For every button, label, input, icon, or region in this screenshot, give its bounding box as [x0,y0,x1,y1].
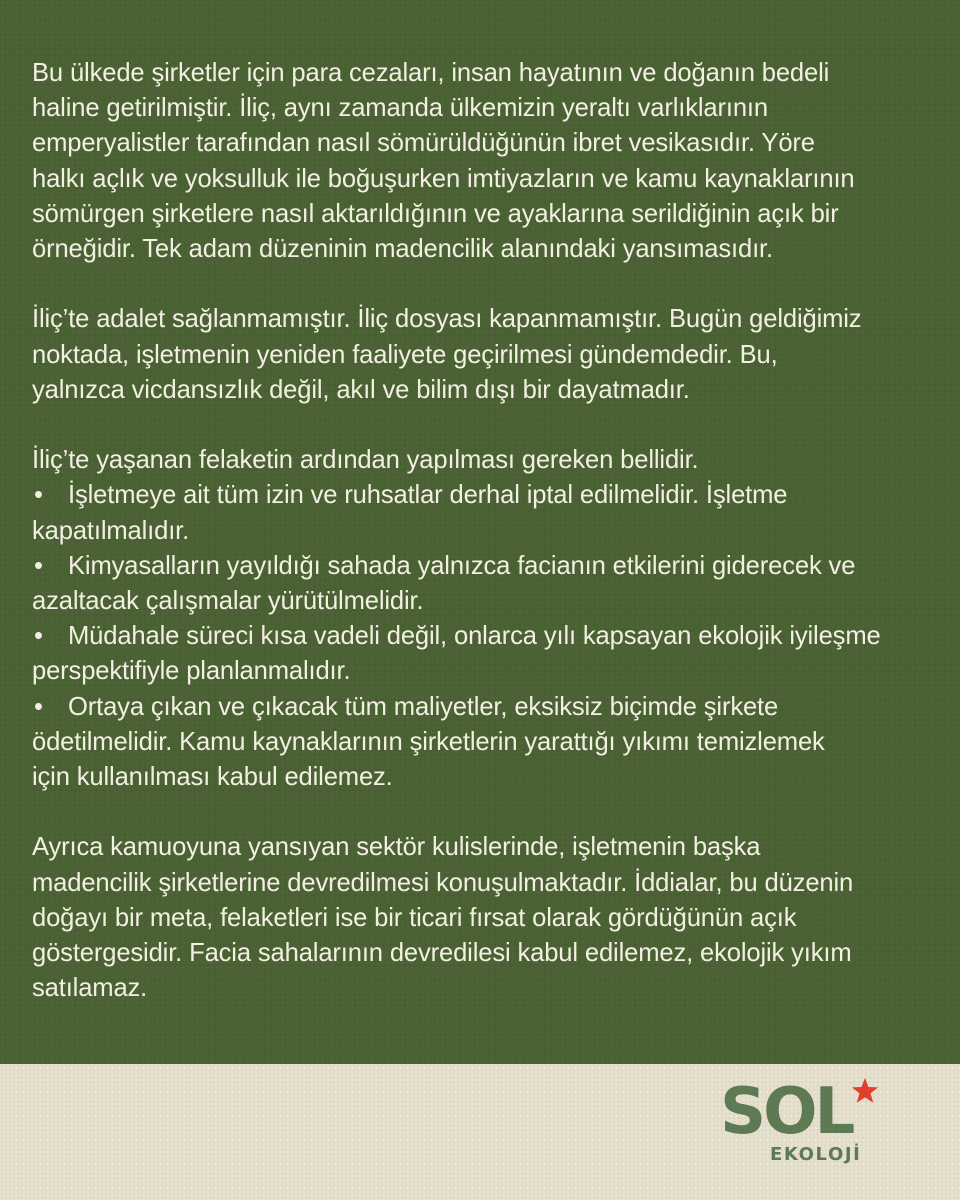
paragraph-1 [32,56,938,267]
text-line: doğayı bir meta, felaketleri ise bir ticari fırsat olarak gördüğünün açık [32,903,797,932]
bullet-text: perspektifiyle planlanmalıdır. [32,657,351,686]
star-icon [850,1076,880,1106]
bullet-item-2 [32,549,938,619]
text-line: emperyalistler tarafından nasıl sömürüldüğünün ibret vesikasıdır. Yöre [32,129,815,158]
text-line: göstergesidir. Facia sahalarının devredilesi kabul edilemez, ekolojik yıkım [32,939,852,968]
text-line: halkı açlık ve yoksulluk ile boğuşurken imtiyazların ve kamu kaynaklarının [32,164,855,193]
bullet-text: Ortaya çıkan ve çıkacak tüm maliyetler, eksiksiz biçimde şirkete [68,692,779,721]
paragraph-4 [32,830,938,1006]
text-line: haline getirilmiştir. İliç, aynı zamanda ülkemizin yeraltı varlıklarının [32,94,768,123]
text-line: noktada, işletmenin yeniden faaliyete geçirilmesi gündemdedir. Bu, [32,340,778,369]
bullet-text: azaltacak çalışmalar yürütülmelidir. [32,587,424,616]
text-line: örneğidir. Tek adam düzeninin madencilik alanındaki yansımasıdır. [32,235,773,264]
bullet-text: ödetilmelidir. Kamu kaynaklarının şirketlerin yarattığı yıkımı temizlemek [32,727,825,756]
text-line: Bu ülkede şirketler için para cezaları, insan hayatının ve doğanın bedeli [32,59,830,87]
bullet-item-1 [32,478,938,548]
sol-ekoloji-logo [718,1076,888,1180]
bullet-text: Müdahale süreci kısa vadeli değil, onlarca yılı kapsayan ekolojik iyileşme [68,622,881,651]
bullet-text: için kullanılması kabul edilemez. [32,763,393,792]
logo-subtitle: EKOLOJİ [770,1144,862,1165]
bullet-item-3 [32,619,938,689]
text-line: Ayrıca kamuoyuna yansıyan sektör kulislerinde, işletmenin başka [32,833,761,862]
bullet-icon: • [34,692,43,721]
bullet-text: kapatılmalıdır. [32,516,190,545]
text-line: İliç’te adalet sağlanmamıştır. İliç dosyası kapanmamıştır. Bugün geldiğimiz [32,305,862,334]
bullet-icon: • [34,551,43,580]
article-body [32,56,938,1042]
paragraph-3 [32,443,938,795]
text-line: sömürgen şirketlere nasıl aktarıldığının ve ayaklarına serildiğinin açık bir [32,199,839,228]
bullet-text: Kimyasalların yayıldığı sahada yalnızca facianın etkilerini giderecek ve [68,551,856,580]
bullet-item-4 [32,690,938,796]
bullet-icon: • [34,622,43,651]
paragraph-2 [32,302,938,408]
bullet-text: İşletmeye ait tüm izin ve ruhsatlar derhal iptal edilmelidir. İşletme [68,481,788,510]
text-line: yalnızca vicdansızlık değil, akıl ve bilim dışı bir dayatmadır. [32,375,690,404]
bullet-icon: • [34,481,43,510]
text-line: madencilik şirketlerine devredilmesi konuşulmaktadır. İddialar, bu düzenin [32,868,854,897]
text-line: İliç’te yaşanan felaketin ardından yapılması gereken bellidir. [32,446,699,475]
text-line: satılamaz. [32,974,148,1003]
logo-wordmark: SOL [720,1075,853,1149]
